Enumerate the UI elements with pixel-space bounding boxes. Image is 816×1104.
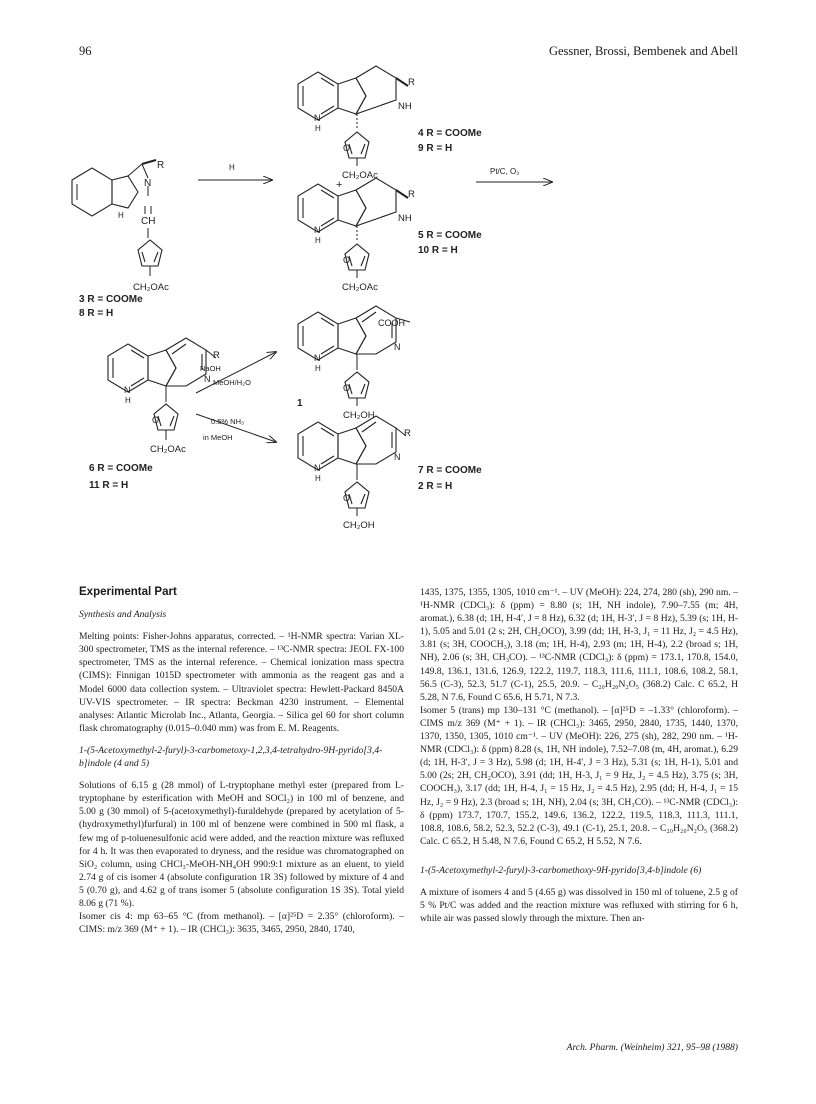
compound-2-label: 2 R = H xyxy=(418,481,453,492)
isomer-trans-paragraph: Isomer 5 (trans) mp 130–131 °C (methanol). – [α]²⁵D = –1.33° (chloroform). – CIMS m/z 369 (M⁺ + 1). – IR (CHCl₃): 3465, 2950, 2840, 1735, 1440, 1370, 1370, 1350, 1305, 1010 cm⁻¹. – UV (MeOH): 226, 275 (sh), 282, 290 nm. – ¹H-NMR (CDCl₃): δ (ppm) 8.28 (s, 1H, NH indole), 7.52–7.08 (m, 4H, aromat.), 6.29 (d; 1H, H-3′, J = 3 Hz), 5.98 (d; 1H, H-4′, J = 3 Hz), 5.31 (s; 1H, H-1), 5.01 and 5.00 (2s; 2H, CH₂OCO), 3.91 (dd; 1H, H-3, J₁ = 9 Hz, J₂ = 4.5 Hz), 3.75 (s; 3H, COOCH₃), 3.17 (dd; 1H, H-4, J₁ = 15 Hz, J₂ = 4.5 Hz), 2.95 (dd; H, H-4, J₁ = 15 Hz, J₂ = 9 Hz), 2.3 (broad s; 1H, NH), 2.04 (s; 3H, CH₃CO). – ¹³C-NMR (CDCl₃): δ (ppm) 173.7, 170.7, 155.2, 149.6, 136.2, 122.2, 119.5, 118.3, 111.3, 111.1, 108.8, 108.6, 58.2, 52.3, 52.2 (C-3), 49.1 (C-1), 25.1, 20.8. – C₂₀H₂₀N₂O₅ (368.2) Calc. C 65.2, H 5.48, N 7.6, Found C 65.2, H 5.52, N 7.6. xyxy=(420,704,738,847)
reagent-pt: Pt/C, O₂ xyxy=(490,167,520,176)
compound-3-label: 3 R = COOMe xyxy=(79,294,143,305)
right-column xyxy=(420,586,738,925)
compound-1-label: 1 xyxy=(297,398,303,409)
compound-7-2-n: N xyxy=(394,452,401,462)
left-column xyxy=(79,586,404,936)
compound-1-o: O xyxy=(343,383,351,393)
compound-6-11-substituent: CH₂OAc xyxy=(150,444,186,455)
compound-9-label: 9 R = H xyxy=(418,143,453,154)
compound-6-11-o: O xyxy=(152,415,160,425)
compound-4-5-heading: 1-(5-Acetoxymethyl-2-furyl)-3-carbometoxy-1,2,3,4-tetrahydro-9H-pyrido[3,4-b]indole (4 and 5) xyxy=(79,744,383,770)
compound-6-11-n: N xyxy=(204,374,211,384)
compound-7-2-nh: N xyxy=(314,463,321,473)
page-number: 96 xyxy=(79,44,92,58)
cis-spectra-paragraph: 1435, 1375, 1355, 1305, 1010 cm⁻¹. – UV (MeOH): 224, 274, 280 (sh), 290 nm. – ¹H-NMR (CDCl₃): δ (ppm) = 8.80 (s; 1H, NH indole), 7.90–7.55 (m; 4H, aromat.), 6.38 (d; 1H, H-4′, J = 8 Hz), 6.32 (d; 1H, H-3′, J = 8 Hz), 5.39 (s; 1H, H-1), 5.05 and 5.01 (2 s; 2H, CH₂OCO), 3.99 (dd; 1H, H-3, J₁ = 11 Hz, J₂ = 4.5 Hz), 3.81 (s; 3H, COOCH₃), 3.18 (m; 1H, H-4), 2.93 (m; 1H, H-4), 2.2 (broad s; 1H, NH), 2.06 (s; 3H, CH₃CO). – ¹³C-NMR (CDCl₃): δ (ppm) = 173.1, 170.8, 154.0, 149.8, 136.1, 131.6, 126.9, 122.2, 119.7, 118.3, 111.6, 111.1, 108.6, 108.2, 58.1, 56.5 (C-3), 52.3, 51.7 (C-1), 25.5, 20.9. – C₂₀H₂₀N₂O₅ (368.2) Calc. C 65.2, H 5.28, N 7.6, Found C 65.6, H 5.71, N 7.3. xyxy=(420,587,738,703)
compound-7-2-h: H xyxy=(315,474,321,483)
compound-4-9-r: R xyxy=(408,77,415,88)
compound-7-2-o: O xyxy=(343,493,351,503)
compound-5-label: 5 R = COOMe xyxy=(418,230,482,241)
compound-6-11-r: R xyxy=(213,350,220,361)
compound-8-label: 8 R = H xyxy=(79,308,114,319)
compound-5-10-r: R xyxy=(408,189,415,200)
compound-7-2-r: R xyxy=(404,428,411,439)
section-subtitle: Synthesis and Analysis xyxy=(79,609,167,621)
compound-5-10-o: O xyxy=(343,255,351,265)
compound-6-heading: 1-(5-Acetoxymethyl-2-furyl)-3-carbomethoxy-9H-pyrido[3,4-b]indole (6) xyxy=(420,864,702,876)
journal-citation: Arch. Pharm. (Weinheim) 321, 95–98 (1988) xyxy=(566,1042,738,1053)
compound-7-label: 7 R = COOMe xyxy=(418,465,482,476)
plus-sign: + xyxy=(336,179,343,191)
reagent-in-meoh: in MeOH xyxy=(203,433,233,442)
compound-4-9-structure xyxy=(298,66,415,181)
compound-7-2-structure xyxy=(298,416,411,531)
compound-4-9-n: N xyxy=(314,113,321,123)
compound-1-nh: N xyxy=(314,353,321,363)
running-header-authors: Gessner, Brossi, Bembenek and Abell xyxy=(548,44,738,58)
compound-6-label: 6 R = COOMe xyxy=(89,463,153,474)
compound-1-h: H xyxy=(315,364,321,373)
compound-4-9-h: H xyxy=(315,124,321,133)
compound-3-8-nh: H xyxy=(118,211,124,220)
reaction-scheme xyxy=(0,0,816,540)
reagent-ammonia: 0.5% NH₃ xyxy=(211,417,245,426)
compound-11-label: 11 R = H xyxy=(89,480,129,491)
compound-3-8-n: N xyxy=(144,178,152,189)
compound-1-structure xyxy=(298,306,410,421)
methods-paragraph: Melting points: Fisher-Johns apparatus, corrected. – ¹H-NMR spectra: Varian XL-300 spectrometer, TMS as the internal reference. – ¹³C-NMR spectra: JEOL FX-100 spectrometer, TMS as the internal reference. – Chemical ionization mass spectra (CIMS): Finnigan 1015D spectrometer with ammonia as the reagent gas and a Model 6000 data collection system. – Ultraviolet spectra: Hewlett-Packard 8450A UV-VIS spectrometer. – IR spectra: Beckman 4230 instrument. – Elemental analyses: Atlantic Microlab Inc., Atlanta, Georgia. – Silica gel 60 for short column flask chromatography (0.015–0.040 mm) was from E. M. Reagents. xyxy=(79,631,404,734)
compound-4-9-nh: NH xyxy=(398,101,412,112)
compound-5-10-h: H xyxy=(315,236,321,245)
compound-4-9-o: O xyxy=(343,143,351,153)
section-title: Experimental Part xyxy=(79,586,177,598)
compound-6-paragraph: A mixture of isomers 4 and 5 (4.65 g) was dissolved in 150 ml of toluene, 2.5 g of 5 % Pt/C was added and the reaction mixture was refluxed with stirring for 6 h, while air was passed slowly through the mixture. Then an- xyxy=(420,886,738,925)
compound-6-11-h: H xyxy=(125,396,131,405)
isomer-cis-paragraph: Isomer cis 4: mp 63–65 °C (from methanol). – [α]²⁵D = 2.35° (chloroform). – CIMS: m/z 369 (M⁺ + 1). – IR (CHCl₃): 3635, 3465, 2950, 2840, 1740, xyxy=(79,911,404,936)
compound-4-label: 4 R = COOMe xyxy=(418,128,482,139)
compound-5-10-nh: NH xyxy=(398,213,412,224)
compound-1-cooh: COOH xyxy=(378,318,405,328)
compound-10-label: 10 R = H xyxy=(418,245,458,256)
compound-5-10-substituent: CH₂OAc xyxy=(342,282,378,293)
compound-1-n: N xyxy=(394,342,401,352)
compound-6-11-nh: N xyxy=(124,385,131,395)
compound-4-9-substituent: CH₂OAc xyxy=(342,170,378,181)
compound-3-8-r: R xyxy=(157,160,165,171)
synthesis-paragraph: Solutions of 6.15 g (28 mmol) of L-tryptophane methyl ester (prepared from L-tryptophane by esterification with MeOH and SOCl₂) in 100 ml of benzene, and 5.00 g (30 mmol) of 5-(acetoxymethyl)-furaldehyde (prepared by acetylation of 5-(hydroxymethyl)furfural) in 100 ml of benzene were combined in 500 ml flask, a few mg of p-toluenesulfonic acid were added, and the reaction mixture was refluxed for 4 h. It was then evaporated to dryness, and the residue was chromatographed on SiO₂ column, using CHCl₃-MeOH-NH₄OH 990:9:1 mixture as an eluent, to yield 2.74 g of cis isomer 4 (absolute configuration 1R 3S) followed by mixture of 4 and 5 (0.70 g), and 4.62 g of trans isomer 5 (absolute configuration 1S 3S). Total yield 8.06 g (71 %). xyxy=(79,780,404,909)
reagent-meoh-water: MeOH/H₂O xyxy=(213,378,251,387)
compound-5-10-structure xyxy=(298,178,415,293)
compound-5-10-n: N xyxy=(314,225,321,235)
compound-3-8-structure xyxy=(72,160,169,293)
reagent-naoh: NaOH xyxy=(200,364,221,373)
compound-3-8-substituent: CH₂OAc xyxy=(133,282,169,293)
compound-1-substituent: CH₂OH xyxy=(343,410,375,421)
compound-3-8-ch: CH xyxy=(141,216,156,227)
compound-7-2-substituent: CH₂OH xyxy=(343,520,375,531)
reagent-h: H xyxy=(229,163,235,172)
